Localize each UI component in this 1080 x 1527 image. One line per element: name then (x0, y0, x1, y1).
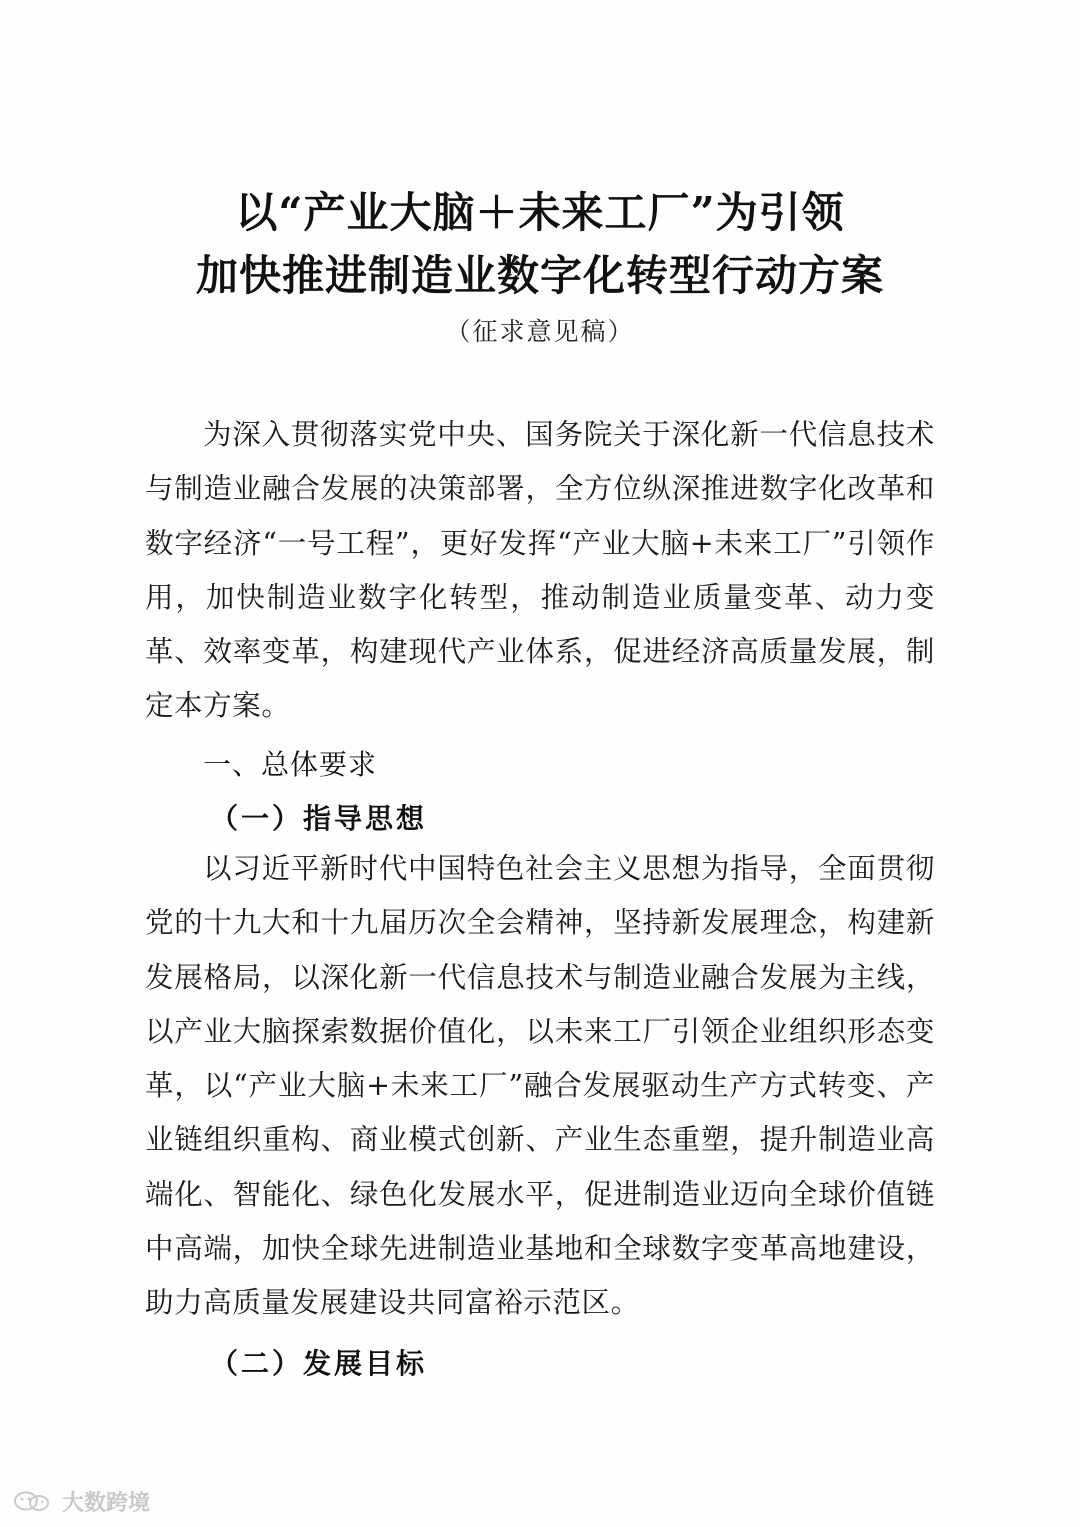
wechat-logo-icon (12, 1490, 56, 1512)
document-subtitle: （征求意见稿） (445, 317, 635, 346)
subsection-heading-development-goals: （二）发展目标 (210, 1347, 428, 1380)
guiding-ideology-paragraph: 以习近平新时代中国特色社会主义思想为指导，全面贯彻党的十九大和十九届历次全会精神，坚持新发展理念，构建新发展格局，以深化新一代信息技术与制造业融合发展为主线，以产业大脑探索数据价值化，以未来工厂引领企业组织形态变革，以“产业大脑+未来工厂”融合发展驱动生产方式转变、产业链组织重构、商业模式创新、产业生态重塑，提升制造业高端化、智能化、绿色化发展水平，促进制造业迈向全球价值链中高端，加快全球先进制造业基地和全球数字变革高地建设，助力高质量发展建设共同富裕示范区。 (145, 852, 935, 1320)
subsection-heading-guiding-ideology: （一）指导思想 (210, 802, 428, 835)
watermark-text: 大数跨境 (62, 1490, 151, 1516)
watermark (12, 1487, 150, 1515)
document-title-line-1: 以“产业大脑＋未来工厂”为引领 (235, 188, 845, 237)
intro-paragraph: 为深入贯彻落实党中央、国务院关于深化新一代信息技术与制造业融合发展的决策部署，全方位纵深推进数字化改革和数字经济“一号工程”，更好发挥“产业大脑+未来工厂”引领作用，加快制造业数字化转型，推动制造业质量变革、动力变革、效率变革，构建现代产业体系，促进经济高质量发展，制定本方案。 (145, 418, 935, 723)
section-heading-general-requirements: 一、总体要求 (203, 748, 378, 781)
document-title-line-2: 加快推进制造业数字化转型行动方案 (195, 251, 884, 300)
